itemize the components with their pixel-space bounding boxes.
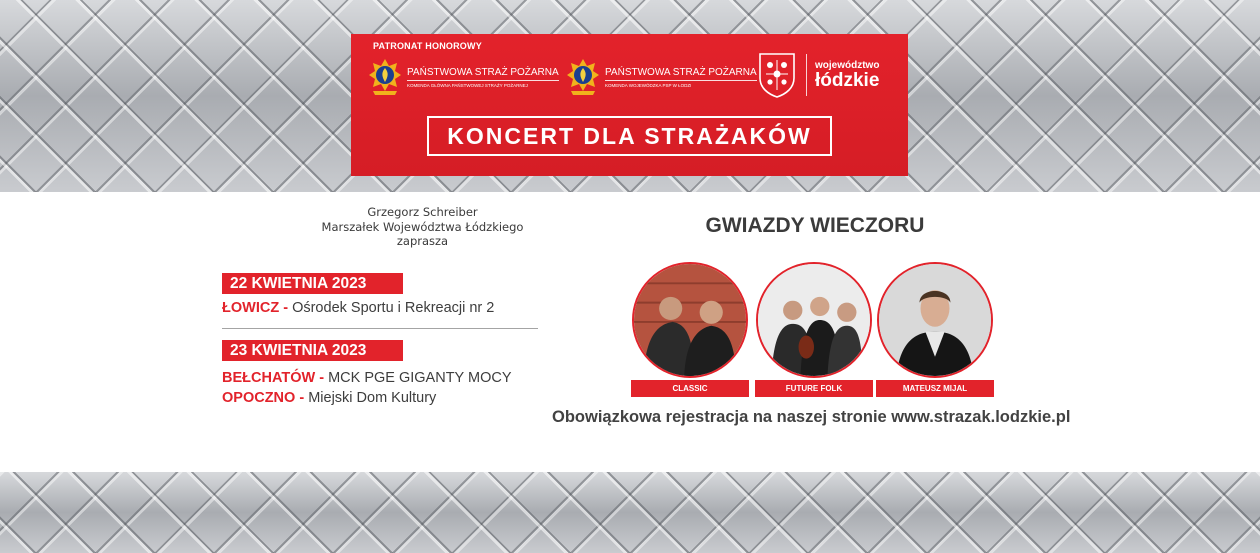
- artist-photo: [877, 262, 993, 378]
- invitation-action: zaprasza: [396, 234, 449, 248]
- venue-city: OPOCZNO -: [222, 390, 305, 406]
- psp-subtitle: KOMENDA WOJEWÓDZKA PSP W ŁODZI: [605, 82, 692, 88]
- header-banner: [351, 34, 908, 176]
- region-label-big: łódzkie: [815, 69, 880, 91]
- concert-title-box: [427, 116, 832, 156]
- stars-title: GWIAZDY WIECZORU: [705, 214, 925, 237]
- venue-line: [222, 300, 494, 316]
- venue-line: [222, 390, 436, 406]
- artist-photo: [756, 262, 872, 378]
- venue-city: BEŁCHATÓW -: [222, 370, 325, 386]
- invitation-name: Grzegorz Schreiber: [367, 205, 478, 219]
- artist-label: FUTURE FOLK: [755, 380, 873, 397]
- invitation-block: [300, 205, 545, 249]
- patronage-label: PATRONAT HONOROWY: [373, 41, 482, 51]
- artist-card: [876, 262, 994, 398]
- venue-place: Ośrodek Sportu i Rekreacji nr 2: [292, 300, 495, 316]
- artist-label: CLASSIC: [631, 380, 749, 397]
- lodzkie-crest-icon: [758, 52, 796, 98]
- artist-card: [631, 262, 749, 398]
- psp-name: PAŃSTWOWA STRAŻ POŻARNA: [407, 67, 559, 81]
- venue-line: [222, 370, 512, 386]
- logo-divider: [806, 54, 807, 96]
- psp-emblem-icon: [565, 57, 601, 97]
- artist-card: [755, 262, 873, 398]
- venue-place: MCK PGE GIGANTY MOCY: [328, 370, 512, 386]
- date-badge: 23 KWIETNIA 2023: [222, 340, 403, 361]
- concert-title: KONCERT DLA STRAŻAKÓW: [447, 122, 812, 149]
- registration-note: Obowiązkowa rejestracja na naszej stronie www.strazak.lodzkie.pl: [552, 408, 1071, 426]
- date-badge: 22 KWIETNIA 2023: [222, 273, 403, 294]
- artist-photo: [632, 262, 748, 378]
- venue-city: ŁOWICZ -: [222, 300, 289, 316]
- psp-name: PAŃSTWOWA STRAŻ POŻARNA: [605, 67, 757, 81]
- region-label-small: województwo: [815, 59, 880, 71]
- psp-logo-main: [367, 56, 559, 98]
- divider: [222, 328, 538, 329]
- psp-emblem-icon: [367, 57, 403, 97]
- diamond-plate-bottom: [0, 472, 1260, 553]
- venue-place: Miejski Dom Kultury: [308, 390, 437, 406]
- artist-label: MATEUSZ MIJAL: [876, 380, 994, 397]
- psp-logo-regional: [565, 56, 757, 98]
- psp-subtitle: KOMENDA GŁÓWNA PAŃSTWOWEJ STRAŻY POŻARNEJ: [407, 82, 528, 88]
- invitation-role: Marszałek Województwa Łódzkiego: [321, 219, 524, 234]
- lodzkie-logo: [758, 50, 879, 100]
